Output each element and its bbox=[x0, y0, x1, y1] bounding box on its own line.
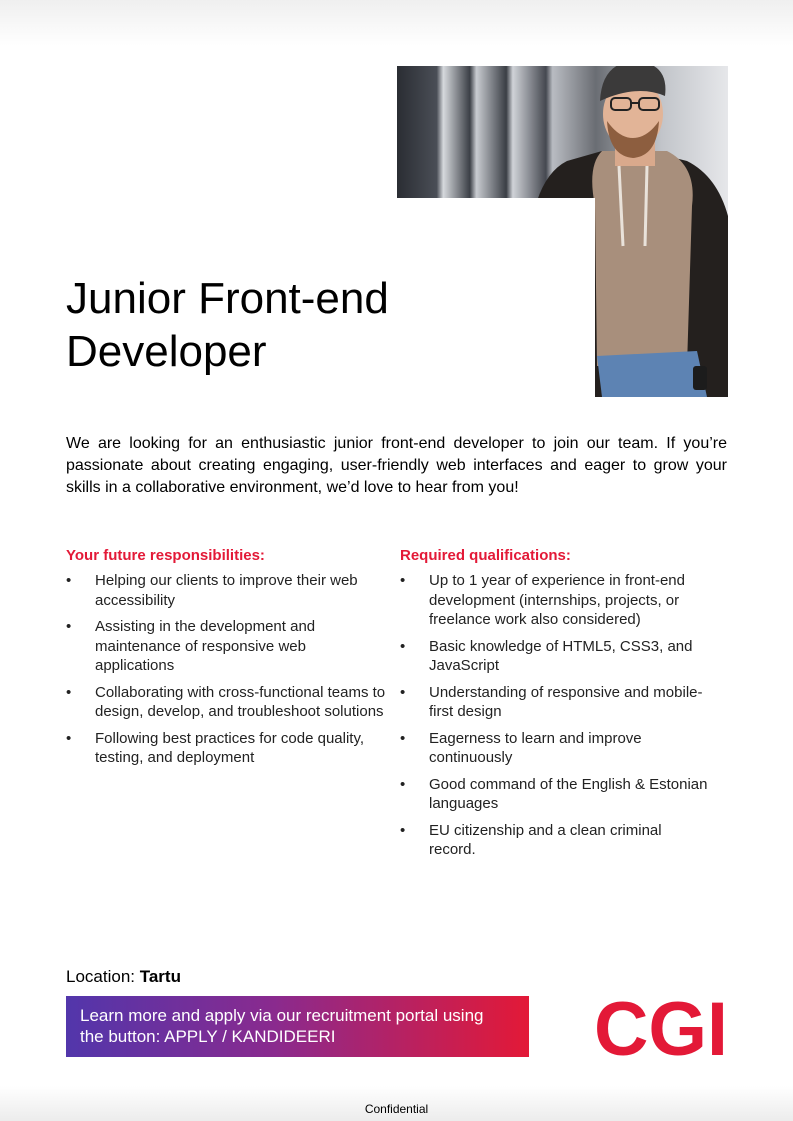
list-item bbox=[400, 683, 710, 722]
location-value: Tartu bbox=[139, 967, 181, 986]
list-item-text: Helping our clients to improve their web accessibility bbox=[95, 572, 358, 609]
bullet-icon: • bbox=[400, 729, 406, 747]
list-item-text: Assisting in the development and maintenance of responsive web applications bbox=[95, 618, 316, 674]
list-item bbox=[66, 617, 386, 676]
header-band bbox=[0, 0, 793, 46]
location bbox=[66, 966, 181, 988]
qualifications-heading: Required qualifications: bbox=[400, 547, 571, 564]
bullet-icon: • bbox=[400, 683, 406, 701]
apply-text-line-1: Learn more and apply via our recruitment portal using bbox=[80, 1006, 484, 1025]
list-item bbox=[66, 571, 386, 610]
title-line-1: Junior Front-end bbox=[66, 274, 389, 323]
list-item-text: Collaborating with cross-functional teams to design, develop, and troubleshoot solutions bbox=[95, 683, 386, 720]
title-line-2: Developer bbox=[66, 327, 267, 376]
footer-confidential: Confidential bbox=[364, 1102, 429, 1116]
logo-text: CGI bbox=[594, 997, 728, 1057]
list-item bbox=[400, 637, 710, 676]
bullet-icon: • bbox=[400, 637, 406, 655]
responsibilities-list bbox=[66, 571, 386, 768]
list-item bbox=[400, 571, 710, 630]
list-item-text: Following best practices for code quality, testing, and deployment bbox=[95, 729, 365, 766]
list-item bbox=[66, 683, 386, 722]
apply-banner[interactable] bbox=[66, 996, 529, 1057]
list-item-text: Understanding of responsive and mobile-first design bbox=[429, 683, 703, 720]
bullet-icon: • bbox=[400, 572, 406, 589]
bullet-icon: • bbox=[400, 775, 406, 793]
list-item bbox=[400, 775, 710, 814]
list-item-text: Basic knowledge of HTML5, CSS3, and JavaScript bbox=[429, 637, 693, 674]
bullet-icon: • bbox=[66, 729, 72, 747]
list-item bbox=[66, 729, 386, 768]
list-item-text: Up to 1 year of experience in front-end development (internships, projects, or freelance work also considered) bbox=[429, 572, 685, 628]
cgi-logo bbox=[594, 997, 728, 1057]
bullet-icon: • bbox=[66, 683, 72, 701]
bullet-icon: • bbox=[66, 572, 72, 589]
list-item-text: Good command of the English & Estonian languages bbox=[429, 775, 708, 812]
page-title bbox=[66, 272, 466, 378]
location-label: Location: bbox=[66, 967, 135, 986]
qualifications-list bbox=[400, 571, 710, 860]
bullet-icon: • bbox=[66, 618, 72, 635]
responsibilities-heading: Your future responsibilities: bbox=[66, 547, 265, 564]
list-item-text: EU citizenship and a clean criminal record. bbox=[429, 821, 662, 858]
bullet-icon: • bbox=[400, 821, 406, 839]
list-item bbox=[400, 821, 710, 860]
qualifications-section bbox=[400, 546, 710, 867]
responsibilities-section bbox=[66, 546, 386, 775]
apply-text-line-2: the button: APPLY / KANDIDEERI bbox=[80, 1027, 336, 1046]
intro-text: We are looking for an enthusiastic junior front-end developer to join our team. If you’re passionate about creating engaging, user-friendly web interfaces and eager to grow your skills in a collaborative environment, we’d love to hear from you! bbox=[66, 435, 727, 496]
list-item-text: Eagerness to learn and improve continuously bbox=[429, 729, 642, 766]
list-item bbox=[400, 729, 710, 768]
